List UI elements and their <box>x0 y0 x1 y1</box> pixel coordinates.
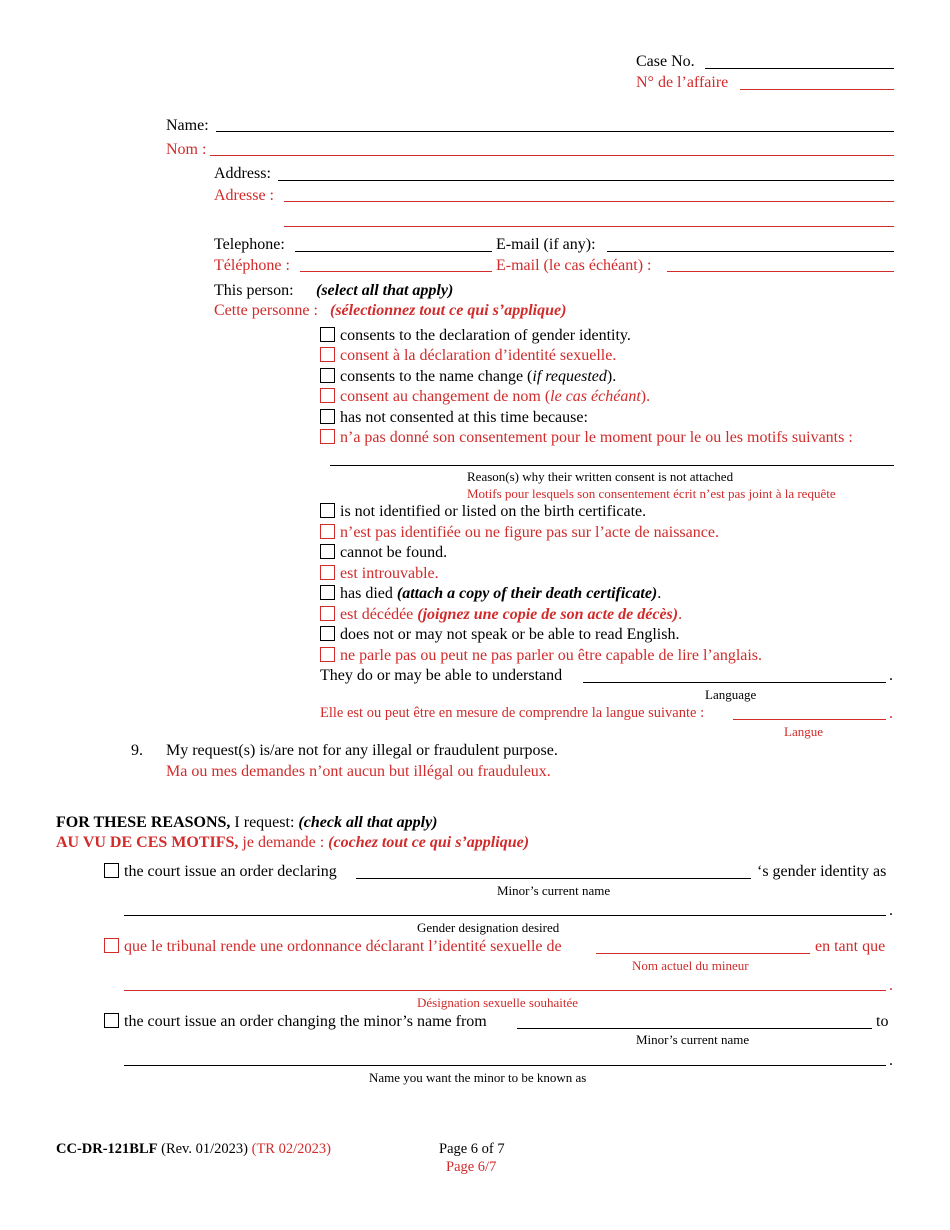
this-person-note: (select all that apply) <box>316 282 454 299</box>
this-person-label-fr: Cette personne : <box>214 302 318 319</box>
telephone-label-fr: Téléphone : <box>214 257 290 274</box>
item9-text: My request(s) is/are not for any illegal or fraudulent purpose. <box>166 742 558 759</box>
gender-desired-caption-fr: Désignation sexuelle souhaitée <box>417 995 579 1010</box>
not-consented-text-fr: n’a pas donné son consentement pour le moment pour le ou les motifs suivants : <box>340 429 853 446</box>
case-no-label-fr: N° de l’affaire <box>636 74 729 91</box>
reasons-heading-fr: AU VU DE CES MOTIFS, je demande : (cochez tout ce qui s’applique) <box>56 834 530 851</box>
minor-current-name-caption: Minor’s current name <box>497 883 611 898</box>
gender-desired-period: . <box>889 902 893 919</box>
gender-request-text: the court issue an order declaring <box>124 863 337 880</box>
email-field-fr <box>667 271 894 272</box>
consents-name-checkbox[interactable] <box>320 368 335 383</box>
died-text: has died (attach a copy of their death certificate). <box>340 585 662 602</box>
cannot-found-checkbox[interactable] <box>320 544 335 559</box>
case-no-label: Case No. <box>636 53 695 70</box>
email-label-fr: E-mail (le cas échéant) : <box>496 257 652 274</box>
name-field[interactable] <box>216 131 894 132</box>
consents-gender-checkbox[interactable] <box>320 327 335 342</box>
minor-current-name-field-fr <box>596 953 810 954</box>
name-label: Name: <box>166 117 209 134</box>
reason-field[interactable] <box>330 465 894 466</box>
understand-text: They do or may be able to understand <box>320 667 563 684</box>
telephone-field-fr <box>300 271 492 272</box>
consents-name-text: consents to the name change (if requested). <box>340 368 617 385</box>
not-identified-text: is not identified or listed on the birth certificate. <box>340 503 647 520</box>
address-label: Address: <box>214 165 271 182</box>
not-consented-text: has not consented at this time because: <box>340 409 588 426</box>
cannot-found-text-fr: est introuvable. <box>340 565 439 582</box>
consents-name-checkbox-fr[interactable] <box>320 388 335 403</box>
gender-desired-period-fr: . <box>889 977 893 994</box>
consents-name-text-fr: consent au changement de nom (le cas échéant). <box>340 388 651 405</box>
gender-desired-field-fr <box>124 990 886 991</box>
understand-text-fr: Elle est ou peut être en mesure de comprendre la langue suivante : <box>320 705 705 721</box>
not-identified-checkbox-fr[interactable] <box>320 524 335 539</box>
new-name-period: . <box>889 1052 893 1069</box>
telephone-field[interactable] <box>295 251 492 252</box>
language-caption-fr: Langue <box>784 724 823 739</box>
case-no-field-fr <box>740 89 894 90</box>
address-field[interactable] <box>278 180 894 181</box>
address-field-fr <box>284 201 894 202</box>
no-english-checkbox-fr[interactable] <box>320 647 335 662</box>
minor-current-name-field[interactable] <box>356 878 751 879</box>
this-person-note-fr: (sélectionnez tout ce qui s’applique) <box>330 302 567 319</box>
name-change-from-caption: Minor’s current name <box>636 1032 750 1047</box>
footer-page-fr: Page 6/7 <box>446 1159 497 1175</box>
gender-request-checkbox[interactable] <box>104 863 119 878</box>
gender-desired-caption: Gender designation desired <box>417 920 560 935</box>
email-field[interactable] <box>607 251 894 252</box>
cannot-found-checkbox-fr[interactable] <box>320 565 335 580</box>
reason-caption: Reason(s) why their written consent is not attached <box>467 469 734 484</box>
not-identified-checkbox[interactable] <box>320 503 335 518</box>
item9-text-fr: Ma ou mes demandes n’ont aucun but illégal ou frauduleux. <box>166 763 551 780</box>
address-label-fr: Adresse : <box>214 187 274 204</box>
name-change-checkbox[interactable] <box>104 1013 119 1028</box>
no-english-text-fr: ne parle pas ou peut ne pas parler ou être capable de lire l’anglais. <box>340 647 763 664</box>
name-change-to: to <box>876 1013 889 1030</box>
name-change-text: the court issue an order changing the minor’s name from <box>124 1013 487 1030</box>
consents-gender-checkbox-fr[interactable] <box>320 347 335 362</box>
email-label: E-mail (if any): <box>496 236 596 253</box>
gender-request-text-end: ‘s gender identity as <box>757 863 887 880</box>
gender-desired-field[interactable] <box>124 915 886 916</box>
died-checkbox[interactable] <box>320 585 335 600</box>
case-no-field[interactable] <box>705 68 894 69</box>
consents-gender-text-fr: consent à la déclaration d’identité sexuelle. <box>340 347 617 364</box>
footer-page: Page 6 of 7 <box>439 1141 505 1157</box>
name-label-fr: Nom : <box>166 141 207 158</box>
name-change-from-field[interactable] <box>517 1028 872 1029</box>
understand-period: . <box>889 667 893 684</box>
footer-form-id: CC-DR-121BLF (Rev. 01/2023) (TR 02/2023) <box>56 1141 331 1157</box>
new-name-field[interactable] <box>124 1065 886 1066</box>
language-field-fr <box>733 719 886 720</box>
died-text-fr: est décédée (joignez une copie de son acte de décès). <box>340 606 683 623</box>
gender-request-text-end-fr: en tant que <box>815 938 886 955</box>
language-caption: Language <box>705 687 757 702</box>
cannot-found-text: cannot be found. <box>340 544 448 561</box>
died-checkbox-fr[interactable] <box>320 606 335 621</box>
reasons-heading: FOR THESE REASONS, I request: (check all that apply) <box>56 814 438 831</box>
not-identified-text-fr: n’est pas identifiée ou ne figure pas sur l’acte de naissance. <box>340 524 719 541</box>
not-consented-checkbox[interactable] <box>320 409 335 424</box>
gender-request-text-fr: que le tribunal rende une ordonnance déclarant l’identité sexuelle de <box>124 938 562 955</box>
no-english-checkbox[interactable] <box>320 626 335 641</box>
no-english-text: does not or may not speak or be able to read English. <box>340 626 680 643</box>
item9-number: 9. <box>131 742 143 759</box>
not-consented-checkbox-fr[interactable] <box>320 429 335 444</box>
this-person-label: This person: <box>214 282 294 299</box>
minor-current-name-caption-fr: Nom actuel du mineur <box>632 958 749 973</box>
name-field-fr <box>210 155 894 156</box>
understand-period-fr: . <box>889 705 893 722</box>
reason-caption-fr: Motifs pour lesquels son consentement écrit n’est pas joint à la requête <box>467 486 836 501</box>
address-field-line2[interactable] <box>284 226 894 227</box>
new-name-caption: Name you want the minor to be known as <box>369 1070 587 1085</box>
gender-request-checkbox-fr[interactable] <box>104 938 119 953</box>
language-field[interactable] <box>583 682 886 683</box>
telephone-label: Telephone: <box>214 236 285 253</box>
consents-gender-text: consents to the declaration of gender identity. <box>340 327 631 344</box>
